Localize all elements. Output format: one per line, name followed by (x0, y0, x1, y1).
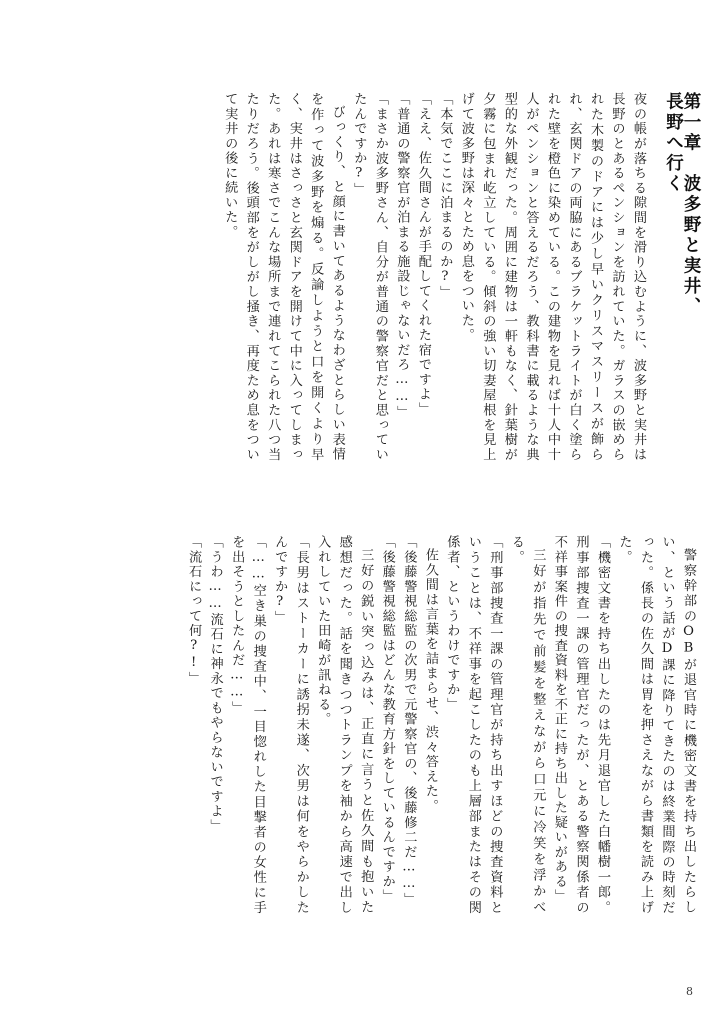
paragraph: 「ええ、佐久間さんが手配してくれた宿ですよ」 (415, 92, 431, 417)
page-number: 8 (686, 985, 693, 998)
paragraph: 「まさか波多野さん、自分が普通の警察官だと思っていたんですか?」 (351, 92, 388, 462)
paragraph: 「長男はストーカーに誘拐未遂、次男は何をやらかしたんですか?」 (272, 535, 309, 915)
paragraph: 三好が指先で前髪を整えながら口元に冷笑を浮かべる。 (508, 535, 546, 915)
paragraph: 「……空き巣の捜査中、一目惚れした目撃者の女性に手を出そうとしたんだ……」 (229, 535, 266, 915)
paragraph: 三好の鋭い突っ込みは、正直に言うと佐久間も抱いた感想だった。話を聞きつつトランプを袖から高速で出し入れしていた田崎が訊ねる。 (315, 535, 374, 915)
paragraph: 佐久間は言葉を詰まらせ、渋々答えた。 (422, 548, 438, 814)
body-text-lower (104, 535, 699, 915)
paragraph: 「うわ……流石に神永でもやらないですよ」 (207, 535, 223, 834)
body-text-upper (109, 92, 649, 462)
paragraph: 「後藤警視総監はどんな教育方針をしているんですか」 (379, 535, 395, 904)
paragraph: 「刑事部捜査一課の管理官が持ち出すほどの捜査資料ということは、不祥事を起こしたのも上層部またはその関係者、というわけですか」 (444, 535, 503, 915)
paragraph: 夜の帳が落ちる隙間を滑り込むように、波多野と実井は長野のとあるペンションを訪れていた。ガラスの嵌められた木製のドアには少し早いクリスマスリースが飾られ、玄関ドアの両脇にあるブラケットライトが白く塗られた壁を橙色に染めている。この建物を見れば十人中十人がペンションと答えるだろう、教科書に載るような典型的な外観だった。周囲に建物は一軒もなく、針葉樹が夕霧に包まれ屹立している。傾斜の強い切妻屋根を見上げて波多野は深々とため息をついた。 (458, 92, 646, 462)
paragraph: 「普通の警察官が泊まる施設じゃないだろ……」 (394, 92, 410, 421)
paragraph: びっくり、と顔に書いてあるようなわざとらしい表情を作って波多野を煽る。反論しようと口を開くより早く、実井はさっさと玄関ドアを開けて中に入ってしまった。あれは寒さでこんな場所まで連れてこられた八つ当たりだろう。後頭部をがしがし掻き、再度ため息をついて実井の後に続いた。 (222, 92, 345, 462)
chapter-heading: 第一章 波多野と実井、長野へ行く (663, 92, 701, 318)
paragraph: 警察幹部のOBが退官時に機密文書を持ち出したらしい、という話がD課に降りてきたのは終業間際の時刻だった。係長の佐久間は胃を押さえながら書類を読み上げた。 (616, 535, 696, 915)
paragraph: 「流石にって何?!」 (186, 535, 202, 687)
paragraph: 「本気でここに泊まるのか?」 (437, 92, 453, 301)
paragraph: 「機密文書を持ち出したのは先月退官した白幡樹一郎。刑事部捜査一課の管理官だったが、とある警察関係者の不祥事案件の捜査資料を不正に持ち出した疑いがある」 (551, 535, 610, 915)
paragraph: 「後藤警視総監の次男で元警察官の、後藤修二だ……」 (401, 535, 417, 908)
